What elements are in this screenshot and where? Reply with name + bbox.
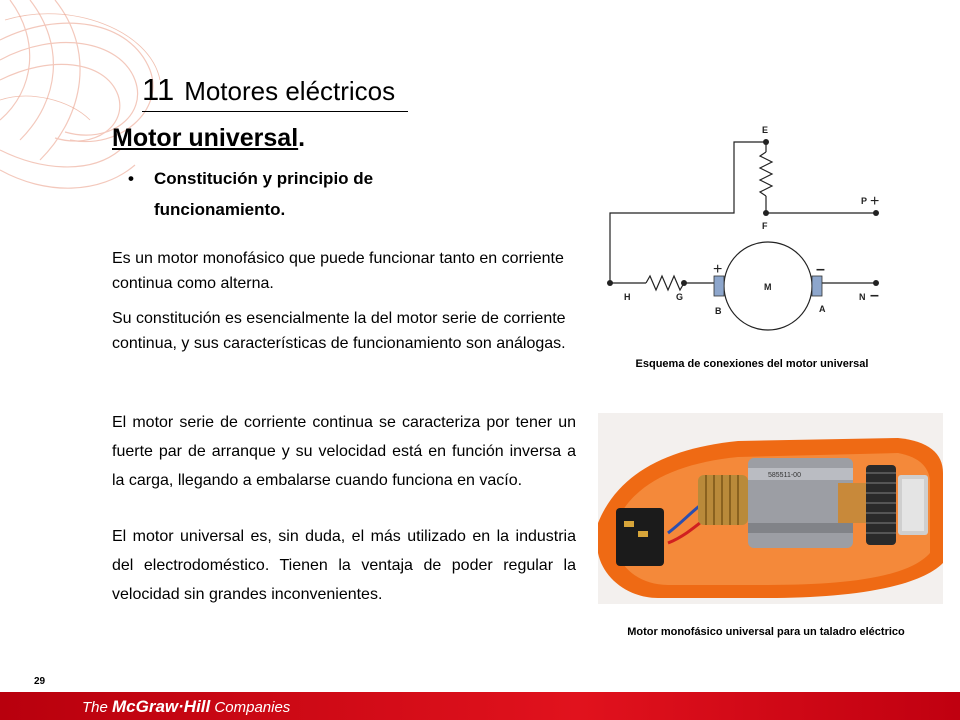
field-resistor-ef: [760, 152, 772, 196]
brush-b: [714, 276, 724, 296]
bullet-text: Constitución y principio de funcionamiento.: [154, 169, 374, 219]
label-g: G: [676, 292, 684, 302]
photo-caption: Motor monofásico universal para un taladro eléctrico: [627, 626, 905, 638]
plus-b: +: [713, 261, 723, 278]
label-b: B: [715, 306, 722, 316]
chapter-underline: [142, 111, 408, 112]
terminal-p-dot: [873, 210, 879, 216]
terminal-g-dot: [681, 280, 687, 286]
plus-p: +: [870, 193, 880, 210]
paragraph-4: El motor universal es, sin duda, el más utilizado en la industria del electrodoméstico. Tienen la ventaja de poder regular la velocidad sin grandes inconvenientes.: [112, 528, 576, 603]
page-number: 29: [34, 676, 46, 687]
publisher-logo: [82, 697, 290, 717]
drill-motor-photo: [598, 413, 943, 604]
series-resistor-hg: [646, 276, 684, 290]
minus-a: –: [816, 261, 825, 278]
brush-a: [812, 276, 822, 296]
paragraph-2: Su constitución es esencialmente la del motor serie de corriente continua, y sus características de funcionamiento son análogas.: [112, 310, 566, 352]
label-e: E: [762, 125, 769, 135]
terminal-h-dot: [607, 280, 613, 286]
rotor-winding: [838, 483, 868, 523]
section-title: [112, 124, 305, 153]
connection-diagram: [596, 118, 926, 343]
stator-label: 585511-00: [768, 472, 801, 479]
section-title-suffix: .: [298, 124, 306, 152]
chapter-title: Motores eléctricos: [184, 76, 396, 106]
label-f: F: [762, 221, 768, 231]
bullet-dot: •: [128, 169, 134, 188]
terminal-e-dot: [763, 139, 769, 145]
minus-n: –: [870, 287, 879, 304]
terminal-n-dot: [873, 280, 879, 286]
footer-bar: [0, 692, 960, 720]
label-p: P: [861, 196, 868, 206]
terminal-f-dot: [763, 210, 769, 216]
paragraph-3: El motor serie de corriente continua se caracteriza por tener un fuerte par de arranque y su velocidad está en función inversa a la carga, llegando a embalarse cuando funciona en vacío.: [112, 414, 576, 489]
section-title-text: Motor universal: [112, 124, 299, 152]
diagram-caption: Esquema de conexiones del motor universal: [635, 358, 869, 370]
label-m: M: [764, 282, 772, 292]
label-n: N: [859, 292, 866, 302]
wire-left-top: [610, 142, 766, 283]
logo-prefix: The: [82, 699, 113, 716]
label-a: A: [819, 304, 826, 314]
logo-suffix: Companies: [210, 699, 291, 716]
label-h: H: [624, 292, 631, 302]
logo-brand: McGraw·Hill: [112, 697, 211, 716]
paragraph-1: Es un motor monofásico que puede funcionar tanto en corriente continua como alterna.: [112, 250, 564, 292]
chapter-number: 11: [142, 72, 175, 107]
chapter-heading: [142, 72, 395, 108]
